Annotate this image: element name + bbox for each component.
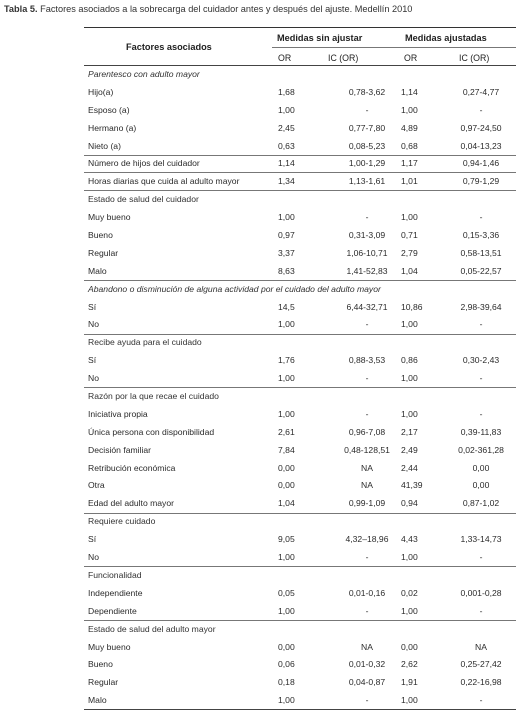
cell-ic1: - — [365, 104, 369, 115]
header-or-unadjusted: OR — [278, 53, 292, 63]
cell-ic2: - — [479, 605, 483, 616]
table-row — [84, 244, 516, 262]
cell-ic1: 1,13-1,61 — [348, 176, 386, 187]
cell-or1: 7,84 — [278, 444, 295, 455]
header-factors: Factores asociados — [126, 42, 212, 52]
table-row — [84, 638, 516, 656]
cell-label: Regular — [88, 247, 119, 258]
cell-ic1: - — [365, 319, 369, 330]
table-row — [84, 315, 516, 333]
header-unadjusted: Medidas sin ajustar — [277, 33, 363, 43]
header-or-adjusted: OR — [404, 53, 418, 63]
table-bottom-rule — [84, 709, 516, 710]
cell-ic1: - — [365, 373, 369, 384]
cell-or2: 1,00 — [401, 212, 418, 223]
header-ic-adjusted: IC (OR) — [459, 53, 490, 63]
cell-ic2: 0,94-1,46 — [462, 158, 500, 169]
cell-ic2: 0,02-361,28 — [458, 444, 504, 455]
cell-ic1: NA — [361, 480, 373, 491]
table-row — [84, 298, 516, 316]
cell-label: Decisión familiar — [88, 444, 152, 455]
cell-or1: 1,68 — [278, 86, 295, 97]
cell-or2: 1,00 — [401, 408, 418, 419]
cell-ic2: - — [479, 373, 483, 384]
cell-ic1: 0,48-128,51 — [344, 444, 390, 455]
cell-label: Estado de salud del adulto mayor — [88, 623, 216, 634]
cell-or2: 1,17 — [401, 158, 418, 169]
cell-label: Bueno — [88, 659, 113, 670]
cell-label: Malo — [88, 695, 107, 706]
cell-label: Muy bueno — [88, 212, 131, 223]
table-row — [84, 208, 516, 226]
cell-label: Número de hijos del cuidador — [88, 158, 200, 169]
cell-or1: 0,05 — [278, 587, 295, 598]
cell-ic1: 0,01-0,16 — [348, 587, 386, 598]
cell-ic2: 0,97-24,50 — [460, 122, 502, 133]
cell-ic2: - — [479, 319, 483, 330]
cell-or2: 2,44 — [401, 462, 418, 473]
table-row — [84, 441, 516, 459]
cell-or1: 1,00 — [278, 605, 295, 616]
cell-or1: 9,05 — [278, 534, 295, 545]
cell-ic1: 1,06-10,71 — [346, 247, 388, 258]
cell-or1: 14,5 — [278, 301, 295, 312]
cell-label: Estado de salud del cuidador — [88, 194, 199, 205]
cell-label: Requiere cuidado — [88, 516, 156, 527]
cell-label: Única persona con disponibilidad — [88, 426, 215, 437]
cell-or1: 1,00 — [278, 552, 295, 563]
table-top-rule — [84, 27, 516, 28]
table-row — [84, 691, 516, 709]
cell-label: Horas diarias que cuida al adulto mayor — [88, 176, 240, 187]
table-group-row — [84, 280, 516, 298]
cell-or1: 0,97 — [278, 230, 295, 241]
cell-or1: 2,45 — [278, 122, 295, 133]
header-adjusted: Medidas ajustadas — [405, 33, 487, 43]
table-row — [84, 262, 516, 280]
cell-label: Malo — [88, 265, 107, 276]
cell-label: No — [88, 373, 99, 384]
cell-or1: 1,14 — [278, 158, 295, 169]
cell-or2: 0,94 — [401, 498, 418, 509]
cell-or1: 1,04 — [278, 498, 295, 509]
table-row — [84, 423, 516, 441]
cell-ic2: 0,15-3,36 — [462, 230, 500, 241]
cell-ic2: 0,00 — [472, 462, 490, 473]
cell-label: No — [88, 319, 99, 330]
cell-ic1: 0,08-5,23 — [348, 140, 386, 151]
header-subrule — [272, 47, 516, 48]
table-row — [84, 172, 516, 190]
cell-ic2: - — [479, 695, 483, 706]
cell-or1: 1,00 — [278, 104, 295, 115]
cell-ic1: 0,96-7,08 — [348, 426, 386, 437]
table-group-row — [84, 566, 516, 584]
cell-label: Hijo(a) — [88, 86, 114, 97]
table-row — [84, 119, 516, 137]
cell-label: Bueno — [88, 230, 113, 241]
table-row — [84, 494, 516, 512]
cell-or2: 1,00 — [401, 319, 418, 330]
cell-or2: 2,62 — [401, 659, 418, 670]
cell-ic2: 0,79-1,29 — [462, 176, 500, 187]
cell-ic2: 0,04-13,23 — [460, 140, 502, 151]
cell-or2: 41,39 — [401, 480, 423, 491]
cell-or2: 1,14 — [401, 86, 418, 97]
cell-or2: 1,04 — [401, 265, 418, 276]
table-body — [84, 65, 516, 709]
cell-or2: 2,79 — [401, 247, 418, 258]
cell-or2: 1,91 — [401, 677, 418, 688]
cell-or2: 1,01 — [401, 176, 418, 187]
cell-ic1: 0,31-3,09 — [348, 230, 386, 241]
cell-or1: 0,18 — [278, 677, 295, 688]
table-group-row — [84, 190, 516, 208]
cell-ic2: 0,39-11,83 — [460, 426, 502, 437]
cell-ic2: 2,98-39,64 — [460, 301, 502, 312]
cell-ic1: NA — [361, 641, 373, 652]
cell-label: Hermano (a) — [88, 122, 137, 133]
table-group-row — [84, 65, 516, 83]
cell-ic1: 1,00-1,29 — [348, 158, 386, 169]
cell-label: Dependiente — [88, 605, 137, 616]
cell-or2: 0,71 — [401, 230, 418, 241]
cell-ic1: 0,78-3,62 — [348, 86, 386, 97]
table-row — [84, 584, 516, 602]
cell-ic2: - — [479, 552, 483, 563]
cell-or2: 2,17 — [401, 426, 418, 437]
cell-label: Sí — [88, 355, 97, 366]
table-row — [84, 673, 516, 691]
cell-label: No — [88, 552, 99, 563]
cell-or2: 4,89 — [401, 122, 418, 133]
cell-ic1: 0,01-0,32 — [348, 659, 386, 670]
table-group-row — [84, 620, 516, 638]
table-caption — [4, 4, 412, 14]
cell-label: Recibe ayuda para el cuidado — [88, 337, 202, 348]
cell-ic2: 0,001-0,28 — [460, 587, 502, 598]
table-group-row — [84, 512, 516, 530]
cell-ic2: 0,87-1,02 — [462, 498, 500, 509]
table-group-row — [84, 387, 516, 405]
table-row — [84, 530, 516, 548]
table-row — [84, 101, 516, 119]
cell-or1: 0,00 — [278, 641, 295, 652]
cell-or2: 0,02 — [401, 587, 418, 598]
cell-ic1: - — [365, 695, 369, 706]
table-row — [84, 351, 516, 369]
table-row — [84, 405, 516, 423]
cell-label: Nieto (a) — [88, 140, 121, 151]
cell-label: Sí — [88, 534, 97, 545]
cell-ic2: 0,00 — [472, 480, 490, 491]
cell-or2: 0,68 — [401, 140, 418, 151]
cell-label: Esposo (a) — [88, 104, 130, 115]
cell-ic1: 1,41-52,83 — [346, 265, 388, 276]
cell-or1: 0,63 — [278, 140, 295, 151]
cell-or1: 2,61 — [278, 426, 295, 437]
table-row — [84, 459, 516, 477]
header-ic-unadjusted: IC (OR) — [328, 53, 359, 63]
cell-ic2: - — [479, 104, 483, 115]
table-row — [84, 476, 516, 494]
cell-or2: 4,43 — [401, 534, 418, 545]
table-row — [84, 137, 516, 155]
cell-ic2: - — [479, 408, 483, 419]
cell-or1: 8,63 — [278, 265, 295, 276]
cell-or1: 1,00 — [278, 408, 295, 419]
table-row — [84, 369, 516, 387]
cell-or1: 0,06 — [278, 659, 295, 670]
cell-ic1: 0,88-3,53 — [348, 355, 386, 366]
table-row — [84, 154, 516, 172]
cell-label: Retribución económica — [88, 462, 176, 473]
cell-or1: 0,00 — [278, 462, 295, 473]
cell-label: Edad del adulto mayor — [88, 498, 174, 509]
cell-ic2: 0,22-16,98 — [460, 677, 502, 688]
cell-ic2: NA — [475, 641, 487, 652]
table-row — [84, 602, 516, 620]
caption-label: Tabla 5. — [4, 4, 38, 14]
cell-or1: 3,37 — [278, 247, 295, 258]
cell-ic2: 1,33-14,73 — [460, 534, 502, 545]
cell-ic1: - — [365, 212, 369, 223]
cell-ic1: 0,77-7,80 — [348, 122, 386, 133]
cell-ic2: 0,25-27,42 — [460, 659, 502, 670]
cell-or1: 1,34 — [278, 176, 295, 187]
cell-ic2: - — [479, 212, 483, 223]
cell-or1: 1,00 — [278, 373, 295, 384]
cell-label: Parentesco con adulto mayor — [88, 69, 200, 79]
cell-label: Otra — [88, 480, 105, 491]
table-row — [84, 83, 516, 101]
cell-or1: 1,76 — [278, 355, 295, 366]
cell-or2: 1,00 — [401, 104, 418, 115]
cell-ic1: - — [365, 605, 369, 616]
cell-or2: 2,49 — [401, 444, 418, 455]
cell-label: Funcionalidad — [88, 569, 142, 580]
cell-ic1: 6,44-32,71 — [346, 301, 388, 312]
cell-label: Abandono o disminución de alguna actividad por el cuidado del adulto mayor — [88, 283, 381, 294]
cell-or1: 1,00 — [278, 212, 295, 223]
cell-label: Regular — [88, 677, 119, 688]
cell-label: Sí — [88, 301, 97, 312]
cell-or2: 1,00 — [401, 373, 418, 384]
cell-label: Razón por la que recae el cuidado — [88, 391, 219, 402]
cell-or1: 1,00 — [278, 695, 295, 706]
cell-label: Muy bueno — [88, 641, 131, 652]
table-row — [84, 226, 516, 244]
cell-label: Independiente — [88, 587, 143, 598]
cell-or1: 0,00 — [278, 480, 295, 491]
cell-or2: 10,86 — [401, 301, 423, 312]
cell-or2: 1,00 — [401, 695, 418, 706]
cell-ic1: NA — [361, 462, 373, 473]
cell-ic1: 0,99-1,09 — [348, 498, 386, 509]
cell-or2: 0,00 — [401, 641, 418, 652]
cell-ic1: - — [365, 552, 369, 563]
table-group-row — [84, 333, 516, 351]
cell-or1: 1,00 — [278, 319, 295, 330]
cell-ic1: 4,32–18,96 — [345, 534, 389, 545]
table-row — [84, 655, 516, 673]
cell-ic2: 0,30-2,43 — [462, 355, 500, 366]
cell-or2: 1,00 — [401, 605, 418, 616]
cell-ic1: 0,04-0,87 — [348, 677, 386, 688]
caption-text: Factores asociados a la sobrecarga del cuidador antes y después del ajuste. Medellín 2010 — [40, 4, 413, 14]
cell-or2: 1,00 — [401, 552, 418, 563]
cell-ic2: 0,58-13,51 — [460, 247, 502, 258]
cell-or2: 0,86 — [401, 355, 418, 366]
cell-label: Iniciativa propia — [88, 408, 148, 419]
table-row — [84, 548, 516, 566]
cell-ic2: 0,27-4,77 — [462, 86, 500, 97]
cell-ic1: - — [365, 408, 369, 419]
cell-ic2: 0,05-22,57 — [460, 265, 502, 276]
